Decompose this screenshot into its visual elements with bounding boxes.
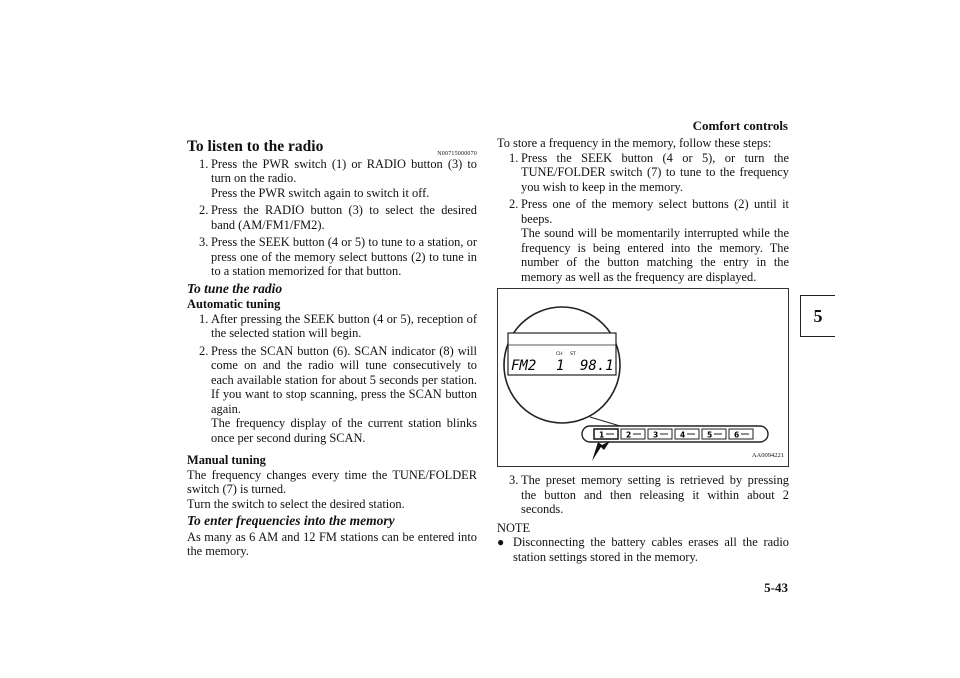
preset-label-1: 1 (599, 430, 605, 440)
preset-label-2: 2 (626, 430, 632, 440)
step-extra: The frequency display of the current station blinks once per second during SCAN. (211, 416, 477, 445)
section-title-memory: To enter frequencies into the memory (187, 513, 395, 528)
indicator-ch: CH (556, 352, 563, 357)
list-item (187, 203, 477, 232)
step-extra: The sound will be momentarily interrupted while the frequency is being entered into the memory. The number of the button matching the entry in the memory as well as the frequency are displayed. (521, 226, 789, 284)
step-number: 1. (509, 150, 519, 165)
section-title-listen (187, 140, 477, 155)
chapter-tab: 5 (800, 295, 835, 337)
step-text: Press one of the memory select buttons (2) until it beeps. (521, 197, 789, 226)
step-number: 1. (199, 156, 209, 171)
list-item (497, 197, 789, 284)
step-text: Press the SCAN button (6). SCAN indicator (8) will come on and the radio will tune consecutively to each available station for about 5 seconds per station. If you want to stop scanning, press the SCAN button again. (211, 343, 477, 416)
manual-tuning-text-2: Turn the switch to select the desired station. (187, 496, 405, 511)
manual-tuning-label: Manual tuning (187, 453, 266, 467)
list-item (187, 235, 477, 279)
preset-label-4: 4 (680, 430, 686, 440)
step-number: 2. (199, 343, 209, 358)
left-column (187, 136, 477, 559)
step-text: Press the PWR switch (1) or RADIO button (3) to turn on the radio. (211, 156, 477, 185)
note-title: NOTE (497, 520, 531, 535)
figure-code: AA0094221 (751, 451, 784, 459)
retrieve-steps (497, 473, 789, 517)
preset-label-5: 5 (707, 430, 713, 440)
section-code: N00715000070 (437, 151, 477, 157)
auto-tuning-steps (187, 312, 477, 446)
list-item (497, 151, 789, 195)
list-item (497, 473, 789, 517)
automatic-tuning-label: Automatic tuning (187, 297, 281, 311)
step-number: 3. (199, 235, 209, 249)
section-title-text: To listen to the radio (187, 138, 324, 155)
step-text: Press the SEEK button (4 or 5), or turn the TUNE/FOLDER switch (7) to tune to the frequency you wish to keep in the memory. (521, 150, 789, 194)
step-text: Press the RADIO button (3) to select the desired band (AM/FM1/FM2). (211, 203, 477, 232)
indicator-st: ST (570, 352, 576, 357)
store-intro: To store a frequency in the memory, follow these steps: (497, 136, 772, 150)
page-number: 5-43 (764, 580, 788, 595)
step-extra: Press the PWR switch again to switch it off. (211, 185, 430, 200)
step-text: After pressing the SEEK button (4 or 5), reception of the selected station will begin. (211, 311, 477, 340)
step-text: Press the SEEK button (4 or 5) to tune to a station, or press one of the memory select buttons (2) to tune in to a station memorized for that button. (211, 235, 477, 278)
step-text: The preset memory setting is retrieved by pressing the button and then releasing it within about 2 seconds. (521, 473, 789, 516)
manual-tuning-text: The frequency changes every time the TUNE/FOLDER switch (7) is turned. (187, 467, 477, 496)
radio-illustration (498, 289, 788, 466)
preset-label-6: 6 (734, 430, 740, 440)
step-number: 1. (199, 311, 209, 326)
bullet-icon: ● (497, 535, 505, 549)
display-preset: 1 (556, 358, 565, 374)
list-item (187, 157, 477, 201)
section-title-tune: To tune the radio (187, 280, 283, 296)
step-number: 3. (509, 473, 519, 487)
header-title: Comfort controls (692, 118, 788, 133)
right-column (497, 136, 789, 564)
step-number: 2. (199, 203, 209, 217)
list-item (187, 344, 477, 446)
store-steps (497, 151, 789, 285)
note-text: Disconnecting the battery cables erases all the radio station settings stored in the memory. (513, 535, 789, 564)
step-number: 2. (509, 197, 519, 211)
note-item (497, 535, 789, 564)
display-band: FM2 (511, 358, 537, 374)
preset-label-3: 3 (653, 430, 659, 440)
radio-display-figure (497, 288, 789, 467)
pointer-arrow-icon (592, 441, 610, 461)
display-frequency: 98.1 (580, 358, 614, 374)
listen-steps (187, 157, 477, 279)
memory-text: As many as 6 AM and 12 FM stations can be entered into the memory. (187, 529, 477, 558)
list-item (187, 312, 477, 341)
